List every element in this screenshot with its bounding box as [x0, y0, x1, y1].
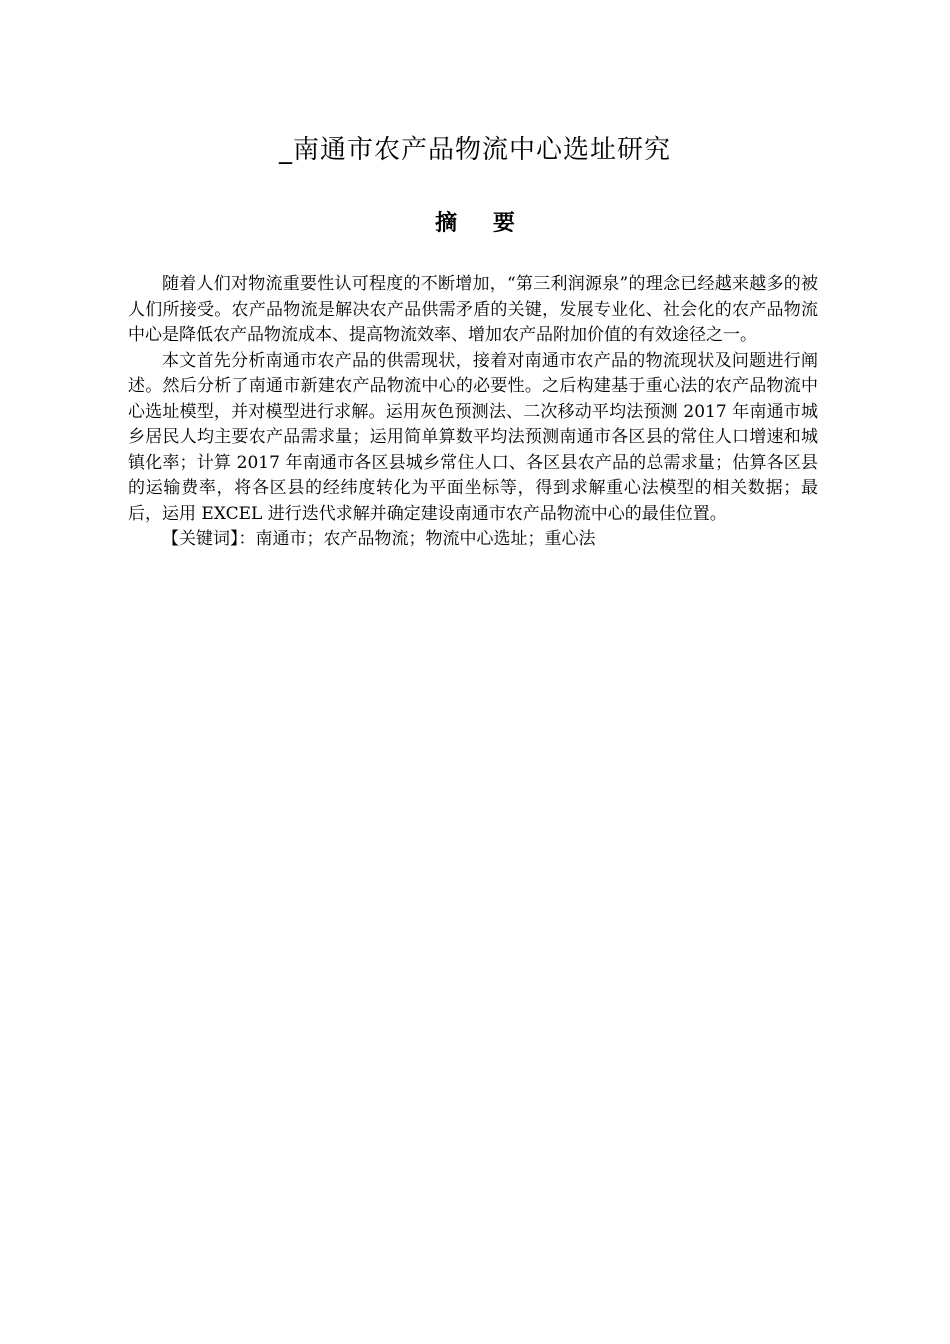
keywords-label: 【关键词】：: [162, 529, 256, 549]
abstract-paragraph-2: 本文首先分析南通市农产品的供需现状，接着对南通市农产品的物流现状及问题进行阐述。然后分析了南通市新建农产品物流中心的必要性。之后构建基于重心法的农产品物流中心选址模型，并对模型进行求解。运用灰色预测法、二次移动平均法预测 2017 年南通市城乡居民人均主要农产品需求量；运用简单算数平均法预测南通市各区县的常住人口增速和城镇化率；计算 2017 年南通市各区县城乡常住人口、各区县农产品的总需求量；估算各区县的运输费率，将各区县的经纬度转化为平面坐标等，得到求解重心法模型的相关数据；最后，运用 EXCEL 进行迭代求解并确定建设南通市农产品物流中心的最佳位置。: [128, 350, 818, 524]
abstract-body: [128, 272, 818, 553]
document-title: _南通市农产品物流中心选址研究: [278, 135, 671, 165]
keywords-line: [128, 527, 818, 553]
abstract-heading: 摘 要: [435, 211, 529, 236]
keywords-text: 南通市；农产品物流；物流中心选址；重心法: [255, 529, 596, 549]
abstract-paragraph-1: 随着人们对物流重要性认可程度的不断增加，“第三利润源泉”的理念已经越来越多的被人们所接受。农产品物流是解决农产品供需矛盾的关键，发展专业化、社会化的农产品物流中心是降低农产品物流成本、提高物流效率、增加农产品附加价值的有效途径之一。: [128, 274, 818, 345]
